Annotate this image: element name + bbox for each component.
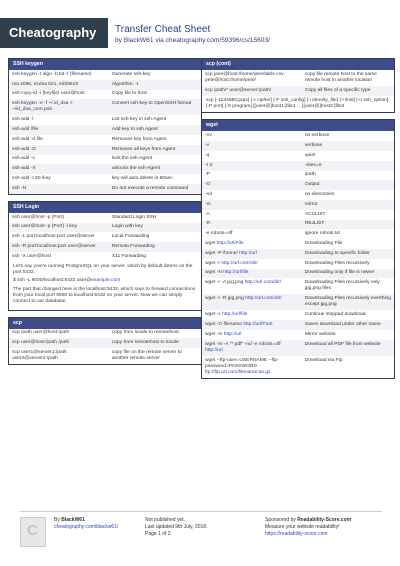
last-updated: Last updated 9th July, 2018. — [145, 524, 208, 530]
description-cell: Local Forwarding — [111, 234, 150, 240]
command-cell: wget -r http://url.com/dir/ — [205, 260, 258, 266]
table-row — [202, 131, 394, 141]
command-cell: wget -m -A "*.pdf" -nd -e robots=off http://url — [202, 340, 302, 356]
table-row — [9, 145, 201, 155]
description-cell: Login with key — [109, 223, 201, 233]
ssh-keygen-table — [9, 70, 201, 194]
description-cell: Removes all keys from Agent — [109, 145, 201, 155]
command-cell: wget --ftp-user=USERNAME --ftp-password=PASSWORD ftp://ftp.url.com/filename.tar.gz — [205, 357, 279, 375]
description-cell: Mirror website — [304, 331, 336, 337]
command-cell: wget -r -R jpg,png http://url.com/dir/ — [202, 294, 302, 310]
description-cell: List ssh-key in ssh-Agent — [111, 117, 167, 123]
description-cell: mirror — [302, 200, 394, 210]
section-ssh-keygen — [8, 58, 202, 195]
cheatography-logo[interactable]: Cheatography — [0, 18, 108, 48]
table-row — [9, 164, 201, 174]
command-cell: ssh -N — [9, 184, 109, 194]
table-row — [9, 115, 201, 125]
command-cell: wget -c http://url/file — [205, 312, 248, 318]
author-avatar[interactable] — [20, 517, 46, 547]
description-cell: X11 Forwarding — [111, 253, 146, 259]
url-text[interactable]: http://url.com/dir/ — [221, 260, 258, 266]
command-cell: ssh-add -D — [9, 145, 109, 155]
command-cell: -v — [202, 141, 302, 151]
table-row — [202, 151, 394, 161]
command-cell: -P — [205, 172, 210, 178]
table-row — [202, 294, 394, 310]
command-cell: rsa 4096, ecdsa 521, ed25519 — [9, 80, 109, 90]
footer-meta — [145, 517, 207, 538]
wget-options-table — [202, 131, 394, 239]
url-text[interactable]: http://url — [239, 250, 257, 256]
description-cell: Downloading Files recursively — [304, 260, 370, 266]
command-cell: -nv — [205, 133, 212, 139]
description-cell: ignore robots.txt — [304, 231, 340, 237]
right-column — [201, 58, 395, 385]
url-text[interactable]: http://url — [205, 347, 223, 353]
section-wget — [201, 119, 395, 379]
description-cell: Downloading to specific folder — [302, 249, 394, 259]
table-row — [202, 70, 394, 86]
command-cell: wget http://url/File — [205, 240, 244, 246]
sponsor-prefix: Sponsored by — [265, 517, 296, 523]
footer-author-link[interactable]: cheatography.com/blackw61/ — [54, 524, 119, 530]
description-cell: Continue stopped download — [304, 312, 366, 318]
command-cell: -O — [202, 180, 302, 190]
table-row — [202, 310, 394, 320]
description-cell: unlocks the ssh-Agent — [109, 164, 201, 174]
command-cell: wget -O filename http://url/FILE — [202, 320, 302, 330]
footer-author-name[interactable]: BlackW61 — [61, 517, 85, 523]
footer-by: By — [54, 517, 60, 523]
description-cell: no-directories — [304, 191, 335, 197]
wget-table — [202, 239, 394, 378]
description-cell: Download all PDF file from website — [302, 340, 394, 356]
table-row — [202, 249, 394, 259]
table-row — [9, 184, 201, 194]
note-paragraph — [13, 278, 197, 284]
description-cell: lock the ssh-Agent — [111, 156, 153, 162]
table-row — [202, 161, 394, 171]
description-cell: Remote Forwarding — [109, 242, 201, 252]
table-row — [202, 356, 394, 378]
table-row — [202, 220, 394, 230]
description-cell: copy file remote host to the same remote host in another location — [304, 71, 377, 83]
url-text[interactable]: http://url/File — [216, 240, 244, 246]
table-row — [9, 329, 201, 339]
table-row — [9, 70, 201, 80]
table-row — [9, 174, 201, 184]
command-cell: ssh-keygen -t algo -b bit -f {filename} — [12, 71, 92, 77]
table-row — [202, 259, 394, 269]
description-cell: Downloading only if file is newer — [302, 269, 394, 279]
command-cell: wget -r -A jpg,png http://url.com/dir/ — [205, 280, 282, 286]
section-heading: SSH Login — [9, 202, 201, 213]
command-cell: ssh-add -d file — [12, 136, 43, 142]
url-text[interactable]: ftp://ftp.url.com/filename.tar.gz — [205, 369, 271, 375]
description-cell: Do not execute a remote command — [109, 184, 201, 194]
ssh-login-table — [9, 213, 201, 262]
sponsor-text: Measure your website readability! — [265, 524, 340, 530]
command-cell: -t X — [202, 161, 302, 171]
scp-cont-table — [202, 70, 394, 96]
scp-table — [9, 329, 201, 365]
table-row — [9, 99, 201, 115]
section-heading: scp (cont) — [202, 59, 394, 70]
description-cell: -tries=X — [302, 161, 394, 171]
section-scp — [8, 317, 202, 366]
command-cell: scp jane@host:/home/jane/table.csv pete@host:/home/pete/ — [205, 71, 284, 83]
description-cell: Convert ssh-key to OpenSSH format — [109, 99, 201, 115]
command-cell: ssh-add -x — [12, 156, 35, 162]
table-row — [202, 190, 394, 200]
table-row — [202, 171, 394, 181]
url-text[interactable]: http://url/FILE — [243, 321, 273, 327]
command-cell: -R — [202, 220, 302, 230]
description-cell: REJLIST — [302, 220, 394, 230]
description-cell: Algorithm: -t — [109, 80, 201, 90]
table-row — [202, 229, 394, 239]
description-cell: copy from remotehost to locale — [109, 338, 201, 348]
table-row — [9, 80, 201, 90]
table-row — [9, 232, 201, 242]
description-cell: Downloading File — [304, 240, 343, 246]
description-cell: Copy file to host — [111, 91, 147, 97]
description-cell: Saves download under other name — [302, 320, 394, 330]
description-cell: Download via Ftp — [304, 357, 343, 363]
sheet-url[interactable]: cheatography.com/59396/cs/15603/ — [165, 37, 270, 44]
scp-usage: scp [-12346BCpqrv] [-c cipher] [-F ssh_config] [-i identity_file] [-l limit] [-o ssh_option] [-P port] [-S program] [[user@]host1:]file1 ... [[user@]host2:]file2 — [206, 97, 389, 110]
command-cell: scp /path user@host:/path — [12, 330, 70, 336]
description-cell: Generate ssh-key — [111, 71, 151, 77]
command-cell: ssh-add /file — [9, 125, 109, 135]
table-row — [202, 340, 394, 356]
table-row — [9, 213, 201, 223]
command-cell: ssh -X user@host — [12, 253, 51, 259]
page-header — [0, 0, 400, 52]
description-cell: quiet — [304, 152, 316, 158]
command-cell: ssh-add -X — [9, 164, 109, 174]
command-cell: ssh -R port:localhost:port user@server — [9, 242, 109, 252]
sponsor-name[interactable]: Readability-Score.com — [297, 517, 352, 523]
command-cell: -A — [205, 211, 210, 217]
table-row — [9, 338, 201, 348]
note-paragraph: The part that changed here is the localhost:5432, which says to forward connections from your local port 9000 to localhost:5432 on your server. Now we can simply connect to our database. — [13, 286, 196, 305]
description-cell: no-verbose — [304, 133, 330, 139]
command-cell: ssh-copy-id -i {keyfile} user@host — [12, 91, 85, 97]
description-cell: Copy all files of a specific type — [302, 86, 394, 96]
note-command: $ ssh -L 9000/localhost:5432 user@ — [13, 278, 92, 284]
page-number: Page 1 of 2. — [145, 531, 172, 537]
url-text[interactable]: http://url/file — [222, 312, 248, 318]
url-text[interactable]: http://url — [223, 331, 242, 337]
table-row — [9, 348, 201, 364]
url-text[interactable]: http://url/file — [223, 270, 249, 276]
note-paragraph: Let's say you're running PostgreSQL on your server, which by default listens on the port 5432. — [13, 263, 193, 276]
table-row — [202, 269, 394, 279]
command-cell: ssh -L port:localhost:port user@server — [12, 234, 95, 240]
page-footer — [20, 511, 382, 551]
command-cell: ssh user@host -p {Port} — [12, 214, 64, 220]
table-row — [202, 141, 394, 151]
left-column — [8, 58, 202, 371]
sponsor-link[interactable]: https://readability-score.com — [265, 531, 328, 537]
command-cell: wget -P /home/ http://url — [202, 249, 302, 259]
table-row — [9, 155, 201, 165]
table-row — [202, 330, 394, 340]
table-row — [9, 223, 201, 233]
command-cell: scp user1@server1:/path user2@server2:/path — [12, 349, 67, 362]
section-heading: SSH keygen — [9, 59, 201, 70]
description-cell: Removes key from Agent — [111, 136, 167, 142]
section-ssh-login — [8, 201, 202, 311]
description-cell: /path — [304, 172, 316, 178]
command-cell: ssh-keygen -e -f ~/.id_dsa > ~/id_dsa_com.pub — [9, 99, 109, 115]
command-cell: -q — [205, 152, 210, 158]
description-cell: Standard Login SSH — [111, 214, 157, 220]
published-status: Not published yet. — [145, 517, 186, 523]
command-cell: wget -m http://url — [205, 331, 242, 337]
table-row — [202, 180, 394, 190]
table-row — [202, 278, 394, 294]
description-cell: Downloading Files recursively everthing except jpg,png — [302, 294, 394, 310]
table-row — [9, 125, 201, 135]
command-cell: -nd — [205, 191, 213, 197]
command-cell: ssh-add -l — [12, 117, 34, 123]
footer-sponsor — [265, 517, 351, 538]
table-row — [9, 252, 201, 262]
url-text[interactable]: http://url.com/dir/ — [244, 280, 282, 286]
byline — [115, 37, 270, 44]
description-cell: Add key to ssh Agent — [109, 125, 201, 135]
byline-via: via — [155, 37, 164, 44]
description-cell: copy from locale to remotehost — [111, 330, 179, 336]
description-cell: verbose — [302, 141, 394, 151]
table-row — [202, 320, 394, 330]
description-cell: Downloading Files recursively only jpg,png files — [304, 280, 380, 292]
section-heading: wget — [202, 120, 394, 131]
command-cell: -m — [202, 200, 302, 210]
table-row — [202, 210, 394, 220]
example-link[interactable]: example.com — [91, 278, 121, 284]
avatar-letter: C — [27, 522, 38, 539]
description-cell: ACCLIST — [304, 211, 326, 217]
command-cell: scp user@host:/path /path — [9, 338, 109, 348]
footer-author — [54, 517, 118, 531]
section-scp-cont — [201, 58, 395, 113]
command-cell: scp /path/* user@server:/path/ — [202, 86, 302, 96]
section-heading: scp — [9, 318, 201, 329]
table-row — [202, 86, 394, 96]
description-cell: Output — [302, 180, 394, 190]
command-cell: wget -N http://url/file — [202, 269, 302, 279]
command-cell: ssh user@host -p {Port} -i key — [9, 223, 109, 233]
description-cell: copy file on the remote server to another remote server — [111, 349, 182, 362]
url-text[interactable]: http://url.com/dir/ — [245, 296, 282, 302]
command-cell: -e robots=off — [205, 231, 233, 237]
byline-by: by — [115, 37, 122, 44]
ssh-login-note — [9, 262, 201, 310]
author-link[interactable]: BlackW61 — [123, 37, 154, 44]
table-row — [9, 135, 201, 145]
page-title: Transfer Cheat Sheet — [115, 24, 211, 35]
table-row — [9, 90, 201, 100]
table-row — [202, 200, 394, 210]
table-row — [9, 242, 201, 252]
description-cell: key will auto delete in 60sec — [111, 175, 173, 181]
table-row — [202, 239, 394, 249]
command-cell: ssh-add -t 60 /key — [12, 175, 51, 181]
